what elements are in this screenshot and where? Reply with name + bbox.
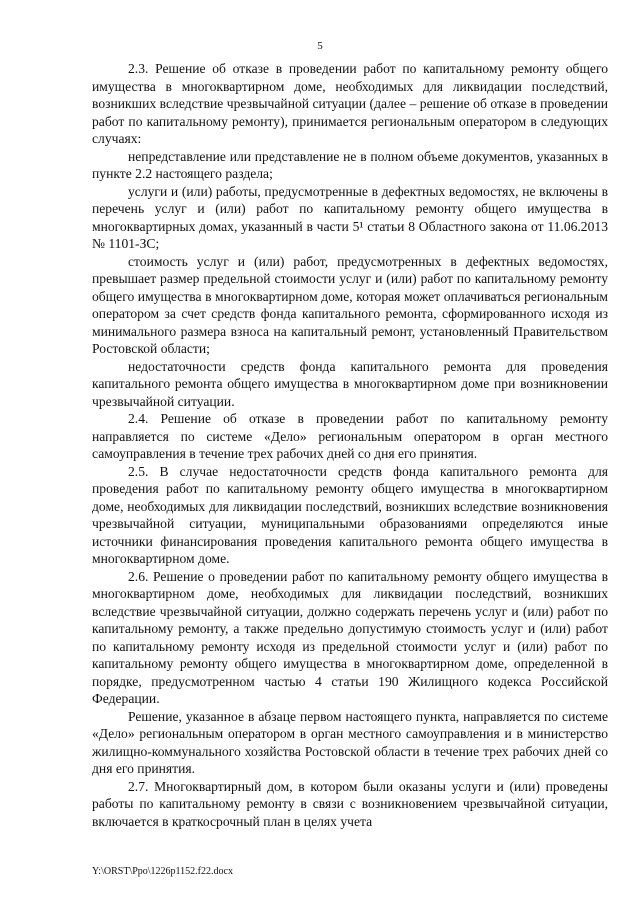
footer-file-path: Y:\ORST\Ppo\1226p1152.f22.docx — [92, 866, 233, 877]
paragraph-2-5: 2.5. В случае недостаточности средств фонда капитального ремонта для проведения работ по капитальному ремонту общего имущества в многоквартирном доме, необходимых для ликвидации последствий, возникших вследствие возникновения чрезвычайной ситуации, муниципальными образованиями определяются иные источники финансирования проведения капитального ремонта общего имущества в многоквартирном доме. — [92, 463, 608, 566]
paragraph-2-6-decision: Решение, указанное в абзаце первом настоящего пункта, направляется по системе «Дело» региональным оператором в орган местного самоуправления и в министерство жилищно-коммунального хозяйства Ростовской области в течение трех рабочих дней со дня его принятия. — [92, 708, 608, 776]
document-body — [92, 60, 608, 830]
page-number: 5 — [317, 40, 323, 52]
paragraph-case-cost-limit: стоимость услуг и (или) работ, предусмотренных в дефектных ведомостях, превышает размер предельной стоимости услуг и (или) работ по капитальному ремонту общего имущества в многоквартирном доме, которая может оплачиваться региональным оператором за счет средств фонда капитального ремонта, сформированного исходя из минимального размера взноса на капитальный ремонт, установленный Правительством Ростовской области; — [92, 253, 608, 356]
paragraph-2-6: 2.6. Решение о проведении работ по капитальному ремонту общего имущества в многоквартирном доме, необходимых для ликвидации последствий, возникших вследствие чрезвычайной ситуации, должно содержать перечень услуг и (или) работ по капитальному ремонту, а также предельно допустимую стоимость услуг и (или) работ по капитальному ремонту исходя из предельной стоимости услуг и (или) работ по капитальному ремонту общего имущества в многоквартирном доме, определенной в порядке, предусмотренном частью 4 статьи 190 Жилищного кодекса Российской Федерации. — [92, 568, 608, 706]
paragraph-2-7: 2.7. Многоквартирный дом, в котором были оказаны услуги и (или) проведены работы по капитальному ремонту в связи с возникновением чрезвычайной ситуации, включается в краткосрочный план в целях учета — [92, 778, 608, 829]
paragraph-2-4: 2.4. Решение об отказе в проведении работ по капитальному ремонту направляется по системе «Дело» региональным оператором в орган местного самоуправления в течение трех рабочих дней со дня его принятия. — [92, 411, 608, 461]
paragraph-case-documents: непредставление или представление не в полном объеме документов, указанных в пункте 2.2 настоящего раздела; — [92, 148, 608, 181]
paragraph-2-3: 2.3. Решение об отказе в проведении работ по капитальному ремонту общего имущества в многоквартирном доме, необходимых для ликвидации последствий, возникших вследствие чрезвычайной ситуации (далее – решение об отказе в проведении работ по капитальному ремонту), принимается региональным оператором в следующих случаях: — [92, 61, 608, 146]
paragraph-case-insufficient-funds: недостаточности средств фонда капитального ремонта для проведения капитального ремонта общего имущества в многоквартирном доме при возникновении чрезвычайной ситуации. — [92, 358, 608, 409]
paragraph-case-services-list: услуги и (или) работы, предусмотренные в дефектных ведомостях, не включены в перечень услуг и (или) работ по капитальному ремонту общего имущества в многоквартирных домах, указанный в части 5¹ статьи 8 Областного закона от 11.06.2013 № 1101-ЗС; — [92, 183, 608, 251]
